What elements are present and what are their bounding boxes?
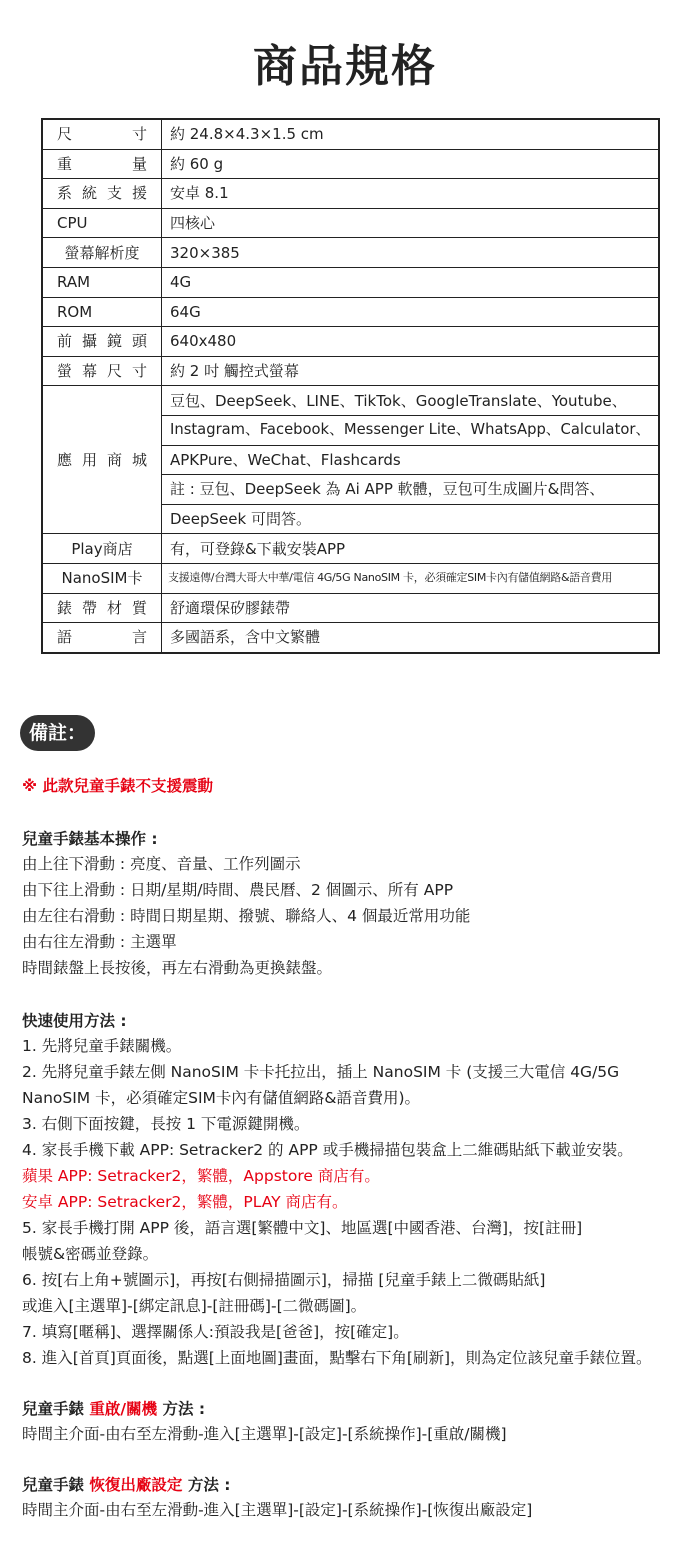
spec-value: 安卓 8.1 bbox=[162, 179, 660, 209]
power-steps: 時間主介面-由右至左滑動-進入[主選單]-[設定]-[系統操作]-[重啟/關機] bbox=[22, 1425, 507, 1443]
spec-value: 64G bbox=[162, 297, 660, 327]
ios-app-line: 蘋果 APP: Setracker2，繁體，Appstore 商店有。 bbox=[22, 1167, 380, 1185]
vibration-warning: ※ 此款兒童手錶不支援震動 bbox=[22, 777, 213, 795]
app-line: Instagram、Facebook、Messenger Lite、WhatsApp、Calculator、 bbox=[162, 415, 660, 445]
spec-label: 尺寸 bbox=[42, 119, 162, 149]
spec-label: CPU bbox=[42, 208, 162, 238]
spec-label: 語言 bbox=[42, 623, 162, 653]
basic-ops-line: 由下往上滑動 : 日期/星期/時間、農民曆、2 個圖示、所有 APP bbox=[22, 881, 454, 899]
spec-value: 多國語系，含中文繁體 bbox=[162, 623, 660, 653]
power-heading bbox=[22, 1398, 205, 1420]
spec-label: 重量 bbox=[42, 149, 162, 179]
reset-heading-prefix: 兒童手錶 bbox=[22, 1476, 90, 1494]
spec-label: ROM bbox=[42, 297, 162, 327]
quick-start-line: 或進入[主選單]-[綁定訊息]-[註冊碼]-[二微碼圖]。 bbox=[22, 1297, 367, 1315]
quick-start-line: 2. 先將兒童手錶左側 NanoSIM 卡卡托拉出，插上 NanoSIM 卡 (支援三大電信 4G/5G bbox=[22, 1063, 620, 1081]
table-row bbox=[42, 534, 659, 564]
page-title: 商品規格 bbox=[253, 41, 437, 92]
spec-value: 4G bbox=[162, 267, 660, 297]
spec-value: 640x480 bbox=[162, 327, 660, 357]
app-line: DeepSeek 可問答。 bbox=[162, 504, 660, 534]
spec-value: 有，可登錄&下載安裝APP bbox=[162, 534, 660, 564]
spec-label: Play商店 bbox=[42, 534, 162, 564]
table-row bbox=[42, 238, 659, 268]
quick-start-line: NanoSIM 卡，必須確定SIM卡內有儲值網路&語音費用)。 bbox=[22, 1089, 421, 1107]
quick-start-line: 1. 先將兒童手錶關機。 bbox=[22, 1037, 182, 1055]
app-line: APKPure、WeChat、Flashcards bbox=[162, 445, 660, 475]
basic-ops-line: 時間錶盤上長按後，再左右滑動為更換錶盤。 bbox=[22, 959, 333, 977]
table-row bbox=[42, 267, 659, 297]
table-row bbox=[42, 179, 659, 209]
spec-label: 系統支援 bbox=[42, 179, 162, 209]
basic-ops-line: 由右往左滑動 : 主選單 bbox=[22, 933, 177, 951]
spec-label: 前攝鏡頭 bbox=[42, 327, 162, 357]
quick-start-line: 5. 家長手機打開 APP 後，語言選[繁體中文]、地區選[中國香港、台灣]，按[註冊] bbox=[22, 1219, 583, 1237]
spec-value: 320×385 bbox=[162, 238, 660, 268]
spec-value: 約 24.8×4.3×1.5 cm bbox=[162, 119, 660, 149]
spec-value: 舒適環保矽膠錶帶 bbox=[162, 593, 660, 623]
spec-label: RAM bbox=[42, 267, 162, 297]
basic-ops-heading: 兒童手錶基本操作 : bbox=[22, 830, 158, 848]
quick-start-line: 7. 填寫[暱稱]、選擇關係人:預設我是[爸爸]，按[確定]。 bbox=[22, 1323, 409, 1341]
spec-label: 螢幕解析度 bbox=[42, 238, 162, 268]
app-line: 豆包、DeepSeek、LINE、TikTok、GoogleTranslate、Youtube、 bbox=[162, 386, 660, 416]
reset-heading-suffix: 方法 : bbox=[182, 1476, 231, 1494]
table-row bbox=[42, 208, 659, 238]
power-heading-prefix: 兒童手錶 bbox=[22, 1400, 90, 1418]
spec-label: 螢幕尺寸 bbox=[42, 356, 162, 386]
android-app-line: 安卓 APP: Setracker2，繁體，PLAY 商店有。 bbox=[22, 1193, 348, 1211]
spec-label: NanoSIM卡 bbox=[42, 563, 162, 593]
quick-start-line: 3. 右側下面按鍵，長按 1 下電源鍵開機。 bbox=[22, 1115, 310, 1133]
quick-start-heading: 快速使用方法 : bbox=[22, 1012, 127, 1030]
basic-ops-line: 由上往下滑動 : 亮度、音量、工作列圖示 bbox=[22, 855, 301, 873]
basic-ops-line: 由左往右滑動 : 時間日期星期、撥號、聯絡人、4 個最近常用功能 bbox=[22, 907, 471, 925]
spec-value: 四核心 bbox=[162, 208, 660, 238]
app-line: 註 : 豆包、DeepSeek 為 Ai APP 軟體，豆包可生成圖片&問答、 bbox=[162, 475, 660, 505]
spec-value: 支援遠傳/台灣大哥大中華/電信 4G/5G NanoSIM 卡，必須確定SIM卡內有儲值網路&語音費用 bbox=[162, 563, 660, 593]
spec-table bbox=[41, 118, 660, 654]
reset-heading-highlight: 恢復出廠設定 bbox=[89, 1476, 183, 1494]
spec-value: 約 60 g bbox=[162, 149, 660, 179]
table-row bbox=[42, 297, 659, 327]
table-row bbox=[42, 356, 659, 386]
table-row bbox=[42, 149, 659, 179]
quick-start-line: 6. 按[右上角+號圖示]，再按[右側掃描圖示]，掃描 [兒童手錶上二微碼貼紙] bbox=[22, 1271, 546, 1289]
power-heading-highlight: 重啟/關機 bbox=[89, 1400, 158, 1418]
table-row bbox=[42, 327, 659, 357]
reset-heading bbox=[22, 1474, 230, 1496]
spec-label-apps: 應用商城 bbox=[42, 386, 162, 534]
table-row bbox=[42, 593, 659, 623]
spec-value: 約 2 吋 觸控式螢幕 bbox=[162, 356, 660, 386]
spec-label: 錶帶材質 bbox=[42, 593, 162, 623]
quick-start-line: 4. 家長手機下載 APP: Setracker2 的 APP 或手機掃描包裝盒上二維碼貼紙下載並安裝。 bbox=[22, 1141, 633, 1159]
power-heading-suffix: 方法 : bbox=[157, 1400, 206, 1418]
table-row bbox=[42, 623, 659, 653]
table-row bbox=[42, 386, 659, 416]
note-badge: 備註： bbox=[20, 715, 95, 751]
quick-start-line: 8. 進入[首頁]頁面後，點選[上面地圖]畫面，點擊右下角[刷新]，則為定位該兒童手錶位置。 bbox=[22, 1349, 652, 1367]
table-row bbox=[42, 119, 659, 149]
table-row bbox=[42, 563, 659, 593]
quick-start-line: 帳號&密碼並登錄。 bbox=[22, 1245, 159, 1263]
reset-steps: 時間主介面-由右至左滑動-進入[主選單]-[設定]-[系統操作]-[恢復出廠設定] bbox=[22, 1501, 533, 1519]
